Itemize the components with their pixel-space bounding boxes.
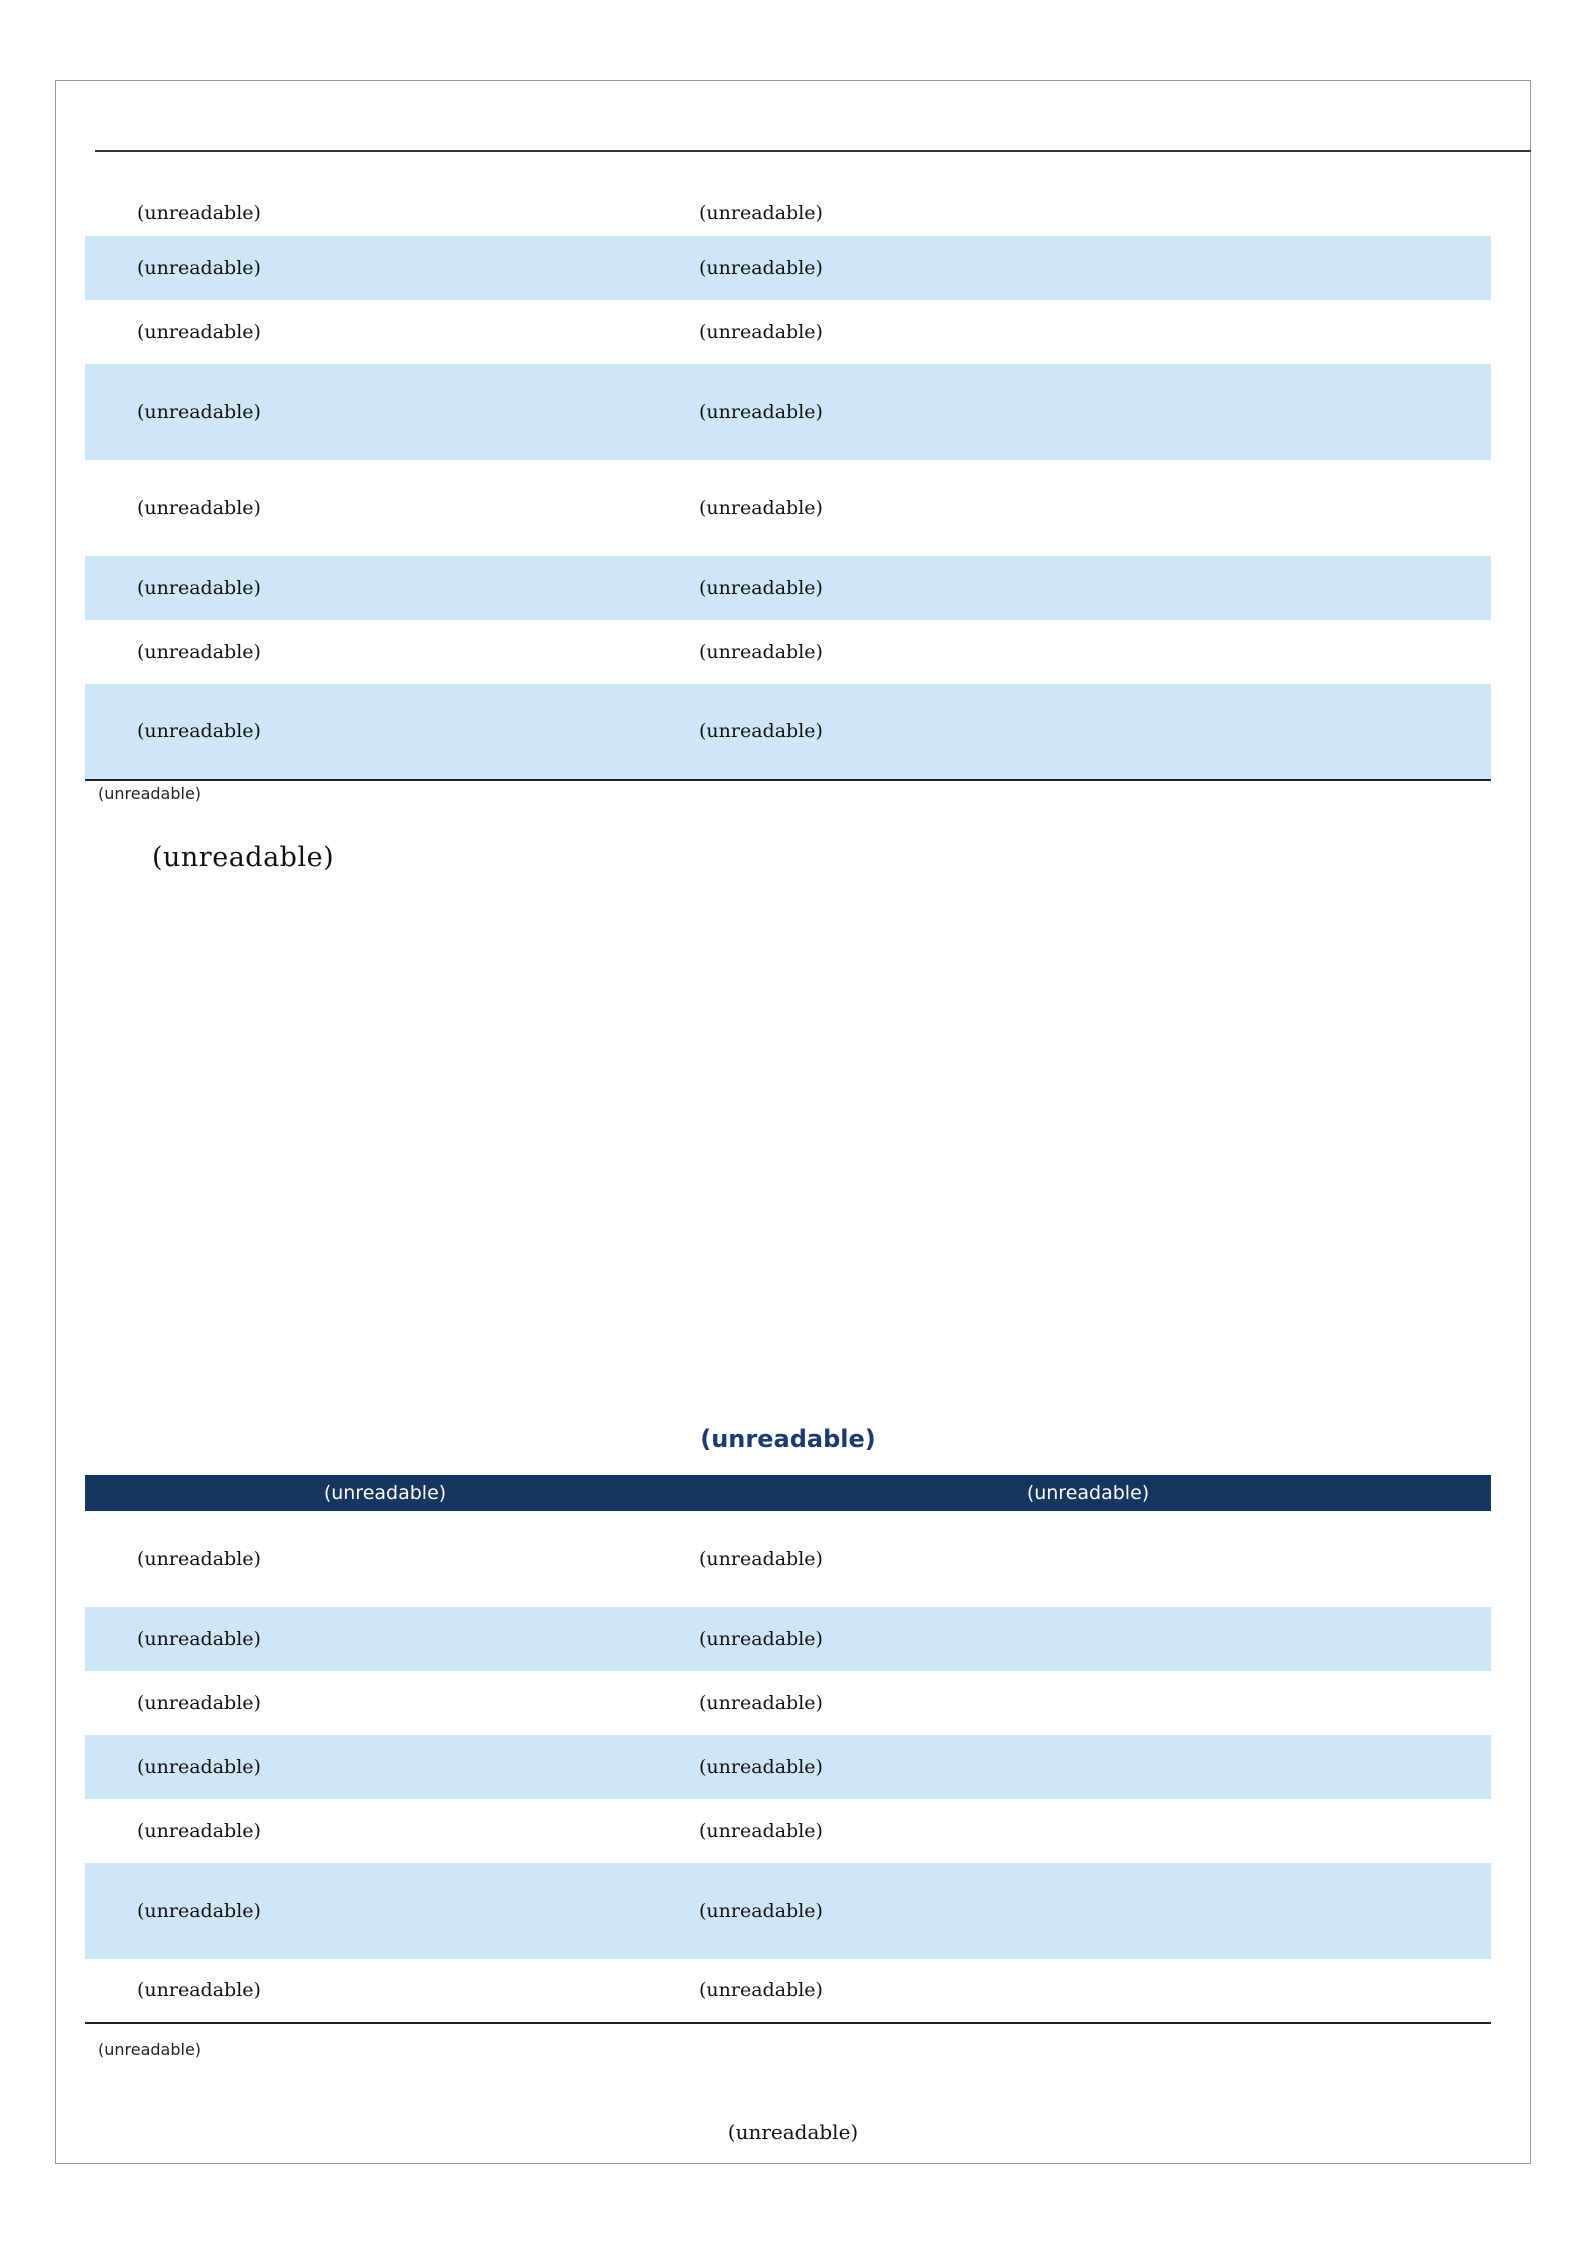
table-2-title: (unreadable) [700,1425,876,1453]
table-row [85,1959,1491,2023]
content-cell: (unreadable) [685,1735,1491,1799]
column-header-policy: (unreadable) [85,1475,685,1511]
policy-cell: (unreadable) [137,1819,261,1842]
policy-cell: (unreadable) [85,364,685,460]
table-row [85,556,1491,620]
content-cell: (unreadable) [685,684,1491,780]
content-cell: (unreadable) [699,1547,823,1570]
page-number: (unreadable) [727,2120,859,2144]
content-cell: (unreadable) [699,496,823,519]
policy-table-1 [85,190,1491,781]
table-2-source: (unreadable) [98,2040,202,2059]
policy-cell: (unreadable) [137,320,261,343]
table-row [85,300,1491,364]
policy-cell: (unreadable) [137,1979,261,2001]
content-cell: (unreadable) [685,1607,1491,1671]
content-cell: (unreadable) [699,1819,823,1842]
policy-cell: (unreadable) [85,1863,685,1959]
policy-cell: (unreadable) [137,496,261,519]
content-cell: (unreadable) [699,640,823,663]
table-row [85,1799,1491,1863]
content-cell: (unreadable) [685,236,1491,300]
table-1-source: (unreadable) [98,784,202,803]
table-row [85,364,1491,460]
policy-cell: (unreadable) [85,1735,685,1799]
column-header-content: (unreadable) [685,1475,1491,1511]
policy-cell: (unreadable) [137,1691,261,1714]
table-row [85,1511,1491,1607]
content-cell: (unreadable) [685,556,1491,620]
table-row [85,684,1491,780]
table-row [85,620,1491,684]
content-cell: (unreadable) [699,201,823,224]
body-paragraph: (unreadable) [152,842,335,873]
table-row [85,1671,1491,1735]
table-header-row [85,1475,1491,1511]
table-row [85,236,1491,300]
policy-cell: (unreadable) [137,640,261,663]
header-rule [95,150,1531,152]
policy-cell: (unreadable) [85,556,685,620]
content-cell: (unreadable) [699,1691,823,1714]
content-cell: (unreadable) [685,1863,1491,1959]
table-row [85,190,1491,236]
content-cell: (unreadable) [685,364,1491,460]
policy-cell: (unreadable) [137,201,261,224]
policy-cell: (unreadable) [137,1547,261,1570]
policy-cell: (unreadable) [85,236,685,300]
content-cell: (unreadable) [699,1979,823,2001]
content-cell: (unreadable) [699,320,823,343]
policy-cell: (unreadable) [85,1607,685,1671]
table-row [85,1735,1491,1799]
table-row [85,1863,1491,1959]
table-row [85,1607,1491,1671]
policy-table-2 [85,1475,1491,2024]
table-row [85,460,1491,556]
policy-cell: (unreadable) [85,684,685,780]
